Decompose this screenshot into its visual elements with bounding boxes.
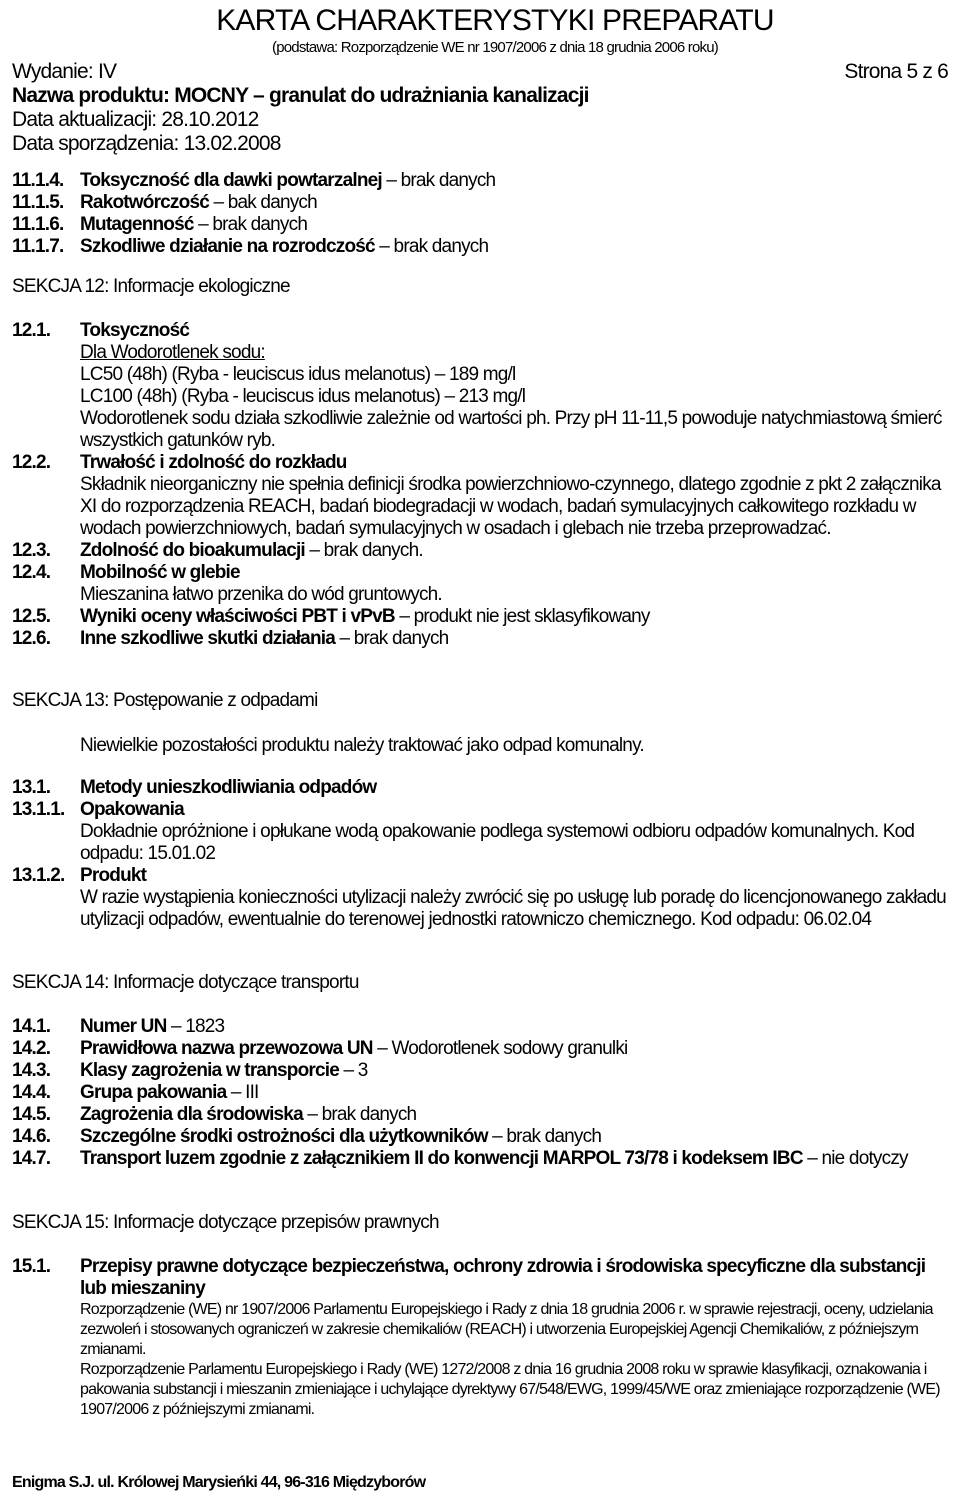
regulation-text-1: Rozporządzenie (WE) nr 1907/2006 Parlamentu Europejskiego i Rady z dnia 18 grudnia 2006 r. w sprawie rejestracji, oceny, udzielania zezwoleń i stosowanych ograniczeń w zakresie chemikaliów (REACH) i utworzenia Europejskiej Agencji Chemikaliów, z późniejszym zmianami. xyxy=(80,1301,933,1358)
list-item: 14.2. Prawidłowa nazwa przewozowa UN – Wodorotlenek sodowy granulki xyxy=(12,1038,628,1059)
section-13-body: Niewielkie pozostałości produktu należy traktować jako odpad komunalny. 13.1. Metody unieszkodliwiania odpadów 13.1.1. Opakowania Dokładnie opróżnione i opłukane wodą opakowanie podlega systemowi odbioru odpadów komunalnych. Kod odpadu: 15.01.02 13.1.2. Produkt W razie wystąpienia konieczności utylizacji należy zwrócić się po usługę lub poradę do licencjonowanego zakładu utylizacji odpadów, ewentualnie do terenowej jednostki ratowniczo chemicznego. Kod odpadu: 06.02.04 xyxy=(12,735,946,930)
section-11-items xyxy=(12,170,952,258)
creation-date: Data sporządzenia: 13.02.2008 xyxy=(12,132,281,155)
section-14-heading: SEKCJA 14: Informacje dotyczące transportu xyxy=(12,972,359,993)
section-14-body xyxy=(12,1016,952,1170)
product-name: Nazwa produktu: MOCNY – granulat do udrażniania kanalizacji xyxy=(12,84,589,107)
regulation-text-2: Rozporządzenie Parlamentu Europejskiego i Rady (WE) 1272/2008 z dnia 16 grudnia 2008 roku w sprawie klasyfikacji, oznakowania i pakowania substancji i mieszanin zmieniające i uchylające dyrektywy 67/548/EWG, 1999/45/WE oraz zmieniające rozporządzenie (WE) 1907/2006 z późniejszymi zmianami. xyxy=(80,1361,940,1418)
page-number: Strona 5 z 6 xyxy=(844,60,948,83)
document-header xyxy=(12,4,948,156)
section-12-body: 12.1. Toksyczność Dla Wodorotlenek sodu: LC50 (48h) (Ryba - leuciscus idus melanotus) – 189 mg/l LC100 (48h) (Ryba - leuciscus idus melanotus) – 213 mg/l Wodorotlenek sodu działa szkodliwie zależnie od wartości ph. Przy pH 11-11,5 powoduje natychmiastową śmierć wszystkich gatunków ryb. 12.2. Trwałość i zdolność do rozkładu Składnik nieorganiczny nie spełnia definicji środka powierzchniowo-czynnego, dlatego zgodnie z pkt 2 załącznika XI do rozporządzenia REACH, badań biodegradacji w wodach, badań symulacyjnych całkowitego rozkładu w wodach powierzchniowych, badań symulacyjnych w osadach i glebach nie trzeba przeprowadzać. 12.3. Zdolność do bioakumulacji – brak danych. 12.4. Mobilność w glebie Mieszanina łatwo przenika do wód gruntowych. 12.5. Wyniki oceny właściwości PBT i vPvB – produkt nie jest sklasyfikowany 12.6. Inne szkodliwe skutki działania – brak danych xyxy=(12,320,952,650)
section-15-heading: SEKCJA 15: Informacje dotyczące przepisów prawnych xyxy=(12,1212,439,1233)
section-15-body: 15.1. Przepisy prawne dotyczące bezpieczeństwa, ochrony zdrowia i środowiska specyficzne dla substancji lub mieszaniny Rozporządzenie (WE) nr 1907/2006 Parlamentu Europejskiego i Rady z dnia 18 grudnia 2006 r. w sprawie rejestracji, oceny, udzielania zezwoleń i stosowanych ograniczeń w zakresie chemikaliów (REACH) i utworzenia Europejskiej Agencji Chemikaliów, z późniejszym zmianami. Rozporządzenie Parlamentu Europejskiego i Rady (WE) 1272/2008 z dnia 16 grudnia 2008 roku w sprawie klasyfikacji, oznakowania i pakowania substancji i mieszanin zmieniające i uchylające dyrektywy 67/548/EWG, 1999/45/WE oraz zmieniające rozporządzenie (WE) 1907/2006 z późniejszymi zmianami. xyxy=(12,1256,952,1420)
list-item: 14.5. Zagrożenia dla środowiska – brak danych xyxy=(12,1104,417,1125)
list-item: 14.7. Transport luzem zgodnie z załącznikiem II do konwencji MARPOL 73/78 i kodeksem IBC – nie dotyczy xyxy=(12,1148,908,1169)
toxicity-title: Toksyczność xyxy=(80,320,190,341)
degradability-text: Składnik nieorganiczny nie spełnia definicji środka powierzchniowo-czynnego, dlatego zgodnie z pkt 2 załącznika XI do rozporządzenia REACH, badań biodegradacji w wodach, badań symulacyjnych całkowitego rozkładu w wodach powierzchniowych, badań symulacyjnych w osadach i glebach nie trzeba przeprowadzać. xyxy=(80,474,941,539)
list-item: 14.4. Grupa pakowania – III xyxy=(12,1082,259,1103)
list-item: 11.1.4. Toksyczność dla dawki powtarzalnej – brak danych xyxy=(12,170,496,191)
section-13-heading: SEKCJA 13: Postępowanie z odpadami xyxy=(12,690,318,711)
document-title: KARTA CHARAKTERYSTYKI PREPARATU xyxy=(216,4,774,37)
list-item: 11.1.6. Mutagenność – brak danych xyxy=(12,214,308,235)
toxicity-subheading: Dla Wodorotlenek sodu: xyxy=(80,342,265,363)
update-date: Data aktualizacji: 28.10.2012 xyxy=(12,108,259,131)
section-12-heading: SEKCJA 12: Informacje ekologiczne xyxy=(12,276,290,297)
list-item: 11.1.5. Rakotwórczość – bak danych xyxy=(12,192,317,213)
list-item: 14.1. Numer UN – 1823 xyxy=(12,1016,225,1037)
edition-label: Wydanie: IV xyxy=(12,60,117,83)
document-subtitle: (podstawa: Rozporządzenie WE nr 1907/2006 z dnia 18 grudnia 2006 roku) xyxy=(272,39,718,56)
footer-address: Enigma S.J. ul. Królowej Marysieńki 44, 96-316 Międzyborów xyxy=(12,1474,426,1491)
list-item: 14.3. Klasy zagrożenia w transporcie – 3 xyxy=(12,1060,368,1081)
list-item: 11.1.7. Szkodliwe działanie na rozrodczość – brak danych xyxy=(12,236,489,257)
degradability-title: Trwałość i zdolność do rozkładu xyxy=(80,452,347,473)
list-item: 14.6. Szczególne środki ostrożności dla użytkowników – brak danych xyxy=(12,1126,602,1147)
